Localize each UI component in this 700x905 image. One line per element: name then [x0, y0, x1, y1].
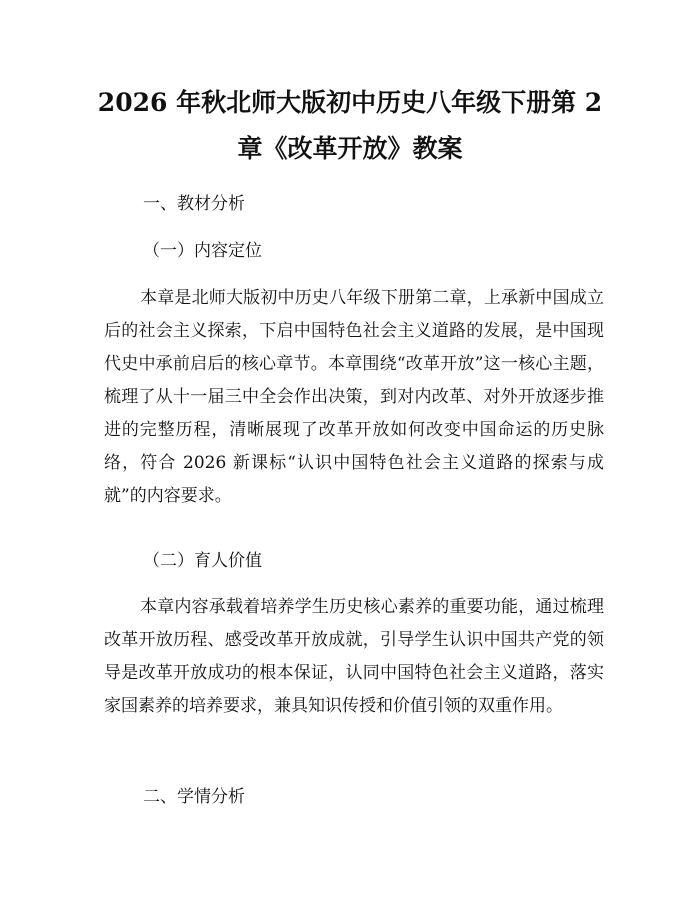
document-title-line-2: 章《改革开放》教案 — [237, 134, 463, 163]
document-title-line-1: 2026 年秋北师大版初中历史八年级下册第 2 — [97, 88, 603, 117]
section-heading-learner-analysis: 二、学情分析 — [143, 787, 245, 807]
subsection-heading-educational-value: （二）育人价值 — [143, 551, 262, 571]
subsection-heading-content-positioning: （一）内容定位 — [143, 241, 262, 261]
section-heading-textbook-analysis: 一、教材分析 — [143, 194, 245, 214]
paragraph-content-positioning: 本章是北师大版初中历史八年级下册第二章，上承新中国成立后的社会主义探索，下启中国特色社会主义道路的发展，是中国现代史中承前启后的核心章节。本章围绕“改革开放”这一核心主题，梳理了从十一届三中全会作出决策，到对内改革、对外开放逐步推进的完整历程，清晰展现了改革开放如何改变中国命运的历史脉络，符合 2026 新课标“认识中国特色社会主义道路的探索与成就”的内容要求。 — [104, 288, 604, 506]
paragraph-educational-value: 本章内容承载着培养学生历史核心素养的重要功能，通过梳理改革开放历程、感受改革开放成就，引导学生认识中国共产党的领导是改革开放成功的根本保证，认同中国特色社会主义道路，落实家国素养的培养要求，兼具知识传授和价值引领的双重作用。 — [104, 597, 604, 716]
